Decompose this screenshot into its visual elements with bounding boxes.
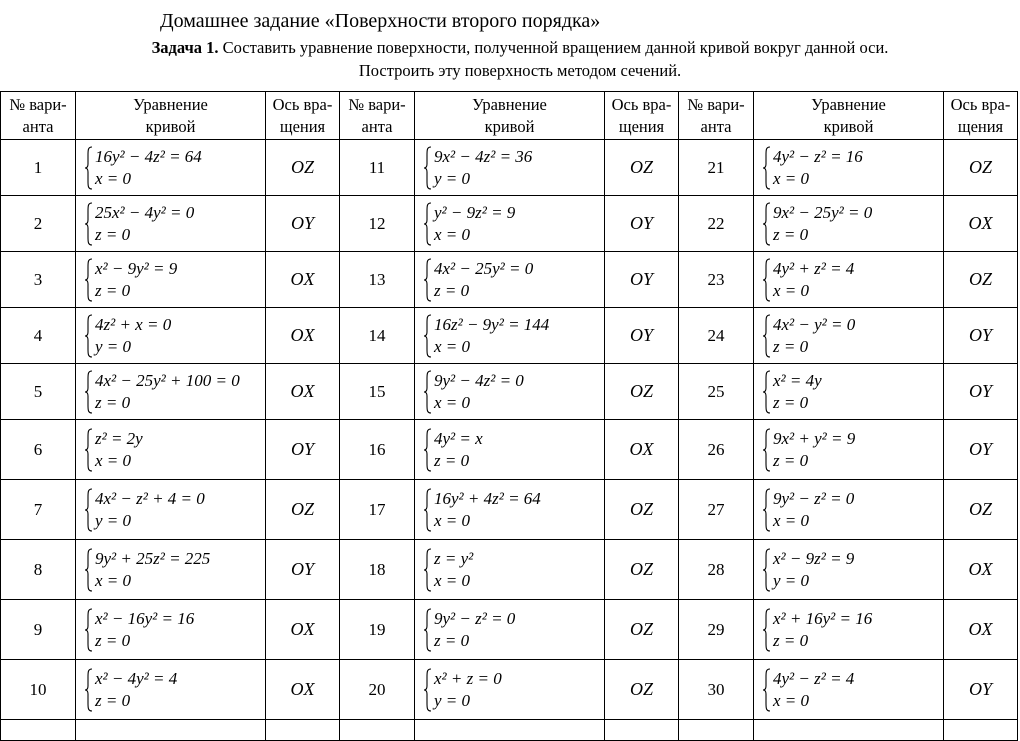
equation-line-1: y² − 9z² = 9	[434, 202, 516, 222]
variant-number: 30	[679, 660, 754, 720]
variant-number: 17	[340, 480, 415, 540]
rotation-axis: OY	[944, 660, 1018, 720]
rotation-axis: OY	[605, 252, 679, 308]
header-variant	[1, 92, 76, 140]
rotation-axis: OY	[266, 420, 340, 480]
brace-icon	[84, 668, 93, 712]
table-header-row	[1, 92, 1018, 140]
equation-line-2: x = 0	[773, 168, 810, 188]
equation-system	[423, 370, 604, 414]
curve-equation	[754, 600, 944, 660]
equation-lines	[773, 668, 854, 712]
equation-lines	[434, 548, 473, 592]
curve-equation	[754, 420, 944, 480]
rotation-axis: OY	[605, 308, 679, 364]
equation-line-2: z = 0	[95, 630, 131, 650]
variant-number: 11	[340, 140, 415, 196]
variant-number: 10	[1, 660, 76, 720]
equation-line-1: z² = 2y	[95, 428, 143, 448]
curve-equation	[415, 420, 605, 480]
equation-lines	[773, 608, 872, 652]
equation-lines	[434, 146, 532, 190]
equation-lines	[773, 488, 854, 532]
rotation-axis: OY	[944, 364, 1018, 420]
variant-number: 1	[1, 140, 76, 196]
equation-lines	[773, 314, 855, 358]
brace-icon	[423, 314, 432, 358]
equation-system	[762, 146, 943, 190]
header-variant-line-1: № вари-	[348, 94, 406, 114]
table-row	[1, 540, 1018, 600]
equation-line-1: 4y² − z² = 4	[773, 668, 855, 688]
rotation-axis: OZ	[266, 480, 340, 540]
equation-lines	[773, 202, 872, 246]
table-row	[1, 480, 1018, 540]
equation-system	[84, 370, 265, 414]
brace-icon	[84, 202, 93, 246]
brace-icon	[84, 258, 93, 302]
equation-system	[762, 608, 943, 652]
rotation-axis: OX	[266, 660, 340, 720]
curve-equation	[415, 364, 605, 420]
variants-table	[0, 91, 1018, 741]
rotation-axis: OZ	[266, 140, 340, 196]
equation-line-2: z = 0	[434, 280, 470, 300]
header-axis	[605, 92, 679, 140]
equation-line-2: x = 0	[434, 336, 471, 356]
header-axis-line-2: щения	[618, 116, 665, 136]
variant-number: 20	[340, 660, 415, 720]
brace-icon	[423, 428, 432, 472]
task-label: Задача 1.	[151, 38, 219, 57]
rotation-axis: OZ	[605, 540, 679, 600]
equation-system	[423, 258, 604, 302]
rotation-axis: OX	[944, 196, 1018, 252]
equation-system	[423, 146, 604, 190]
table-row	[1, 420, 1018, 480]
equation-lines	[773, 428, 855, 472]
equation-line-1: x² + 16y² = 16	[773, 608, 873, 628]
curve-equation	[76, 420, 266, 480]
equation-lines	[95, 608, 194, 652]
equation-line-1: 4x² − y² = 0	[773, 314, 856, 334]
equation-lines	[95, 668, 177, 712]
empty-cell	[944, 720, 1018, 741]
curve-equation	[754, 540, 944, 600]
table-row	[1, 600, 1018, 660]
equation-lines	[773, 370, 822, 414]
equation-lines	[95, 314, 171, 358]
header-axis-line-1: Ось вра-	[611, 94, 672, 114]
equation-line-1: 16z² − 9y² = 144	[434, 314, 550, 334]
rotation-axis: OX	[266, 600, 340, 660]
table-row	[1, 196, 1018, 252]
equation-line-1: x² − 4y² = 4	[95, 668, 178, 688]
equation-line-1: 16y² − 4z² = 64	[95, 146, 202, 166]
equation-line-2: z = 0	[773, 630, 809, 650]
brace-icon	[84, 608, 93, 652]
empty-cell	[1, 720, 76, 741]
equation-system	[84, 548, 265, 592]
equation-line-2: x = 0	[773, 510, 810, 530]
equation-line-1: 4x² − 25y² + 100 = 0	[95, 370, 240, 390]
empty-cell	[340, 720, 415, 741]
table-row	[1, 660, 1018, 720]
header-variant	[340, 92, 415, 140]
curve-equation	[76, 252, 266, 308]
curve-equation	[415, 308, 605, 364]
variant-number: 25	[679, 364, 754, 420]
equation-system	[762, 202, 943, 246]
equation-line-2: z = 0	[95, 690, 131, 710]
curve-equation	[415, 252, 605, 308]
equation-system	[762, 370, 943, 414]
equation-system	[423, 202, 604, 246]
header-equation-line-2: кривой	[823, 116, 874, 136]
equation-lines	[95, 428, 143, 472]
variant-number: 27	[679, 480, 754, 540]
empty-cell	[605, 720, 679, 741]
equation-system	[84, 146, 265, 190]
header-variant-line-2: анта	[361, 116, 393, 136]
equation-line-2: y = 0	[95, 510, 132, 530]
variant-number: 15	[340, 364, 415, 420]
empty-cell	[679, 720, 754, 741]
curve-equation	[76, 660, 266, 720]
header-variant	[679, 92, 754, 140]
empty-cell	[76, 720, 266, 741]
equation-line-1: 9x² − 25y² = 0	[773, 202, 873, 222]
header-variant-line-1: № вари-	[9, 94, 67, 114]
variants-table-body	[1, 92, 1018, 741]
curve-equation	[415, 600, 605, 660]
equation-line-2: y = 0	[434, 168, 471, 188]
header-variant-line-2: анта	[700, 116, 732, 136]
curve-equation	[76, 308, 266, 364]
rotation-axis: OZ	[605, 480, 679, 540]
variant-number: 19	[340, 600, 415, 660]
equation-system	[423, 548, 604, 592]
equation-line-1: 4y² = x	[434, 428, 483, 448]
curve-equation	[754, 140, 944, 196]
brace-icon	[423, 608, 432, 652]
equation-line-1: x² = 4y	[773, 370, 822, 390]
brace-icon	[84, 548, 93, 592]
brace-icon	[423, 370, 432, 414]
equation-line-1: 9x² − 4z² = 36	[434, 146, 533, 166]
equation-lines	[434, 258, 533, 302]
equation-line-2: z = 0	[773, 450, 809, 470]
equation-lines	[434, 202, 515, 246]
equation-lines	[773, 258, 854, 302]
equation-system	[423, 314, 604, 358]
equation-line-2: x = 0	[95, 168, 132, 188]
equation-lines	[95, 146, 202, 190]
curve-equation	[754, 364, 944, 420]
header-axis-line-1: Ось вра-	[950, 94, 1011, 114]
equation-system	[423, 488, 604, 532]
variant-number: 16	[340, 420, 415, 480]
brace-icon	[762, 668, 771, 712]
variant-number: 5	[1, 364, 76, 420]
equation-system	[84, 668, 265, 712]
equation-lines	[773, 146, 863, 190]
equation-lines	[434, 668, 502, 712]
table-row	[1, 364, 1018, 420]
equation-system	[762, 258, 943, 302]
empty-cell	[754, 720, 944, 741]
header-equation-line-1: Уравнение	[472, 94, 547, 114]
equation-line-2: z = 0	[434, 630, 470, 650]
equation-lines	[434, 488, 541, 532]
brace-icon	[762, 428, 771, 472]
rotation-axis: OY	[266, 196, 340, 252]
equation-line-1: x² − 9y² = 9	[95, 258, 178, 278]
equation-system	[84, 488, 265, 532]
task-statement-line-1	[20, 38, 1020, 58]
variant-number: 4	[1, 308, 76, 364]
brace-icon	[423, 488, 432, 532]
equation-line-2: y = 0	[95, 336, 132, 356]
brace-icon	[84, 314, 93, 358]
equation-lines	[95, 202, 194, 246]
equation-system	[84, 608, 265, 652]
brace-icon	[762, 314, 771, 358]
curve-equation	[415, 196, 605, 252]
table-row	[1, 308, 1018, 364]
header-equation	[415, 92, 605, 140]
brace-icon	[84, 428, 93, 472]
brace-icon	[423, 258, 432, 302]
equation-line-2: z = 0	[95, 280, 131, 300]
variant-number: 2	[1, 196, 76, 252]
rotation-axis: OZ	[944, 480, 1018, 540]
brace-icon	[423, 548, 432, 592]
header-equation-line-2: кривой	[145, 116, 196, 136]
equation-line-2: x = 0	[434, 392, 471, 412]
rotation-axis: OY	[944, 420, 1018, 480]
equation-line-2: x = 0	[95, 570, 132, 590]
equation-line-1: x² + z = 0	[434, 668, 502, 688]
variant-number: 6	[1, 420, 76, 480]
curve-equation	[754, 196, 944, 252]
equation-line-2: x = 0	[773, 280, 810, 300]
rotation-axis: OX	[944, 540, 1018, 600]
brace-icon	[423, 202, 432, 246]
equation-lines	[95, 370, 240, 414]
rotation-axis: OX	[266, 252, 340, 308]
equation-line-2: x = 0	[773, 690, 810, 710]
equation-system	[84, 428, 265, 472]
header-equation	[76, 92, 266, 140]
table-row-partial	[1, 720, 1018, 741]
rotation-axis: OX	[266, 308, 340, 364]
equation-line-1: z = y²	[434, 548, 474, 568]
variant-number: 21	[679, 140, 754, 196]
header-axis-line-2: щения	[279, 116, 326, 136]
curve-equation	[76, 600, 266, 660]
curve-equation	[415, 140, 605, 196]
brace-icon	[423, 668, 432, 712]
curve-equation	[754, 480, 944, 540]
curve-equation	[76, 540, 266, 600]
page-title: Домашнее задание «Поверхности второго порядка»	[160, 10, 601, 32]
rotation-axis: OZ	[605, 660, 679, 720]
brace-icon	[84, 488, 93, 532]
equation-lines	[773, 548, 854, 592]
equation-line-2: z = 0	[95, 392, 131, 412]
curve-equation	[76, 140, 266, 196]
rotation-axis: OZ	[605, 140, 679, 196]
equation-line-1: 9y² − 4z² = 0	[434, 370, 524, 390]
empty-cell	[415, 720, 605, 741]
variant-number: 28	[679, 540, 754, 600]
rotation-axis: OZ	[605, 600, 679, 660]
equation-lines	[434, 428, 483, 472]
equation-system	[762, 428, 943, 472]
equation-line-1: 9x² + y² = 9	[773, 428, 856, 448]
rotation-axis: OX	[605, 420, 679, 480]
equation-lines	[434, 608, 515, 652]
header-axis	[944, 92, 1018, 140]
variant-number: 8	[1, 540, 76, 600]
equation-line-1: 9y² + 25z² = 225	[95, 548, 211, 568]
equation-system	[762, 488, 943, 532]
curve-equation	[415, 540, 605, 600]
brace-icon	[84, 370, 93, 414]
variant-number: 29	[679, 600, 754, 660]
equation-lines	[95, 488, 205, 532]
variant-number: 22	[679, 196, 754, 252]
variant-number: 9	[1, 600, 76, 660]
variant-number: 24	[679, 308, 754, 364]
rotation-axis: OZ	[944, 140, 1018, 196]
equation-line-1: 4z² + x = 0	[95, 314, 172, 334]
curve-equation	[754, 252, 944, 308]
equation-line-1: 4y² + z² = 4	[773, 258, 855, 278]
equation-line-2: z = 0	[773, 392, 809, 412]
brace-icon	[762, 608, 771, 652]
equation-line-1: x² − 16y² = 16	[95, 608, 195, 628]
variant-number: 12	[340, 196, 415, 252]
equation-system	[84, 314, 265, 358]
equation-line-2: z = 0	[773, 336, 809, 356]
rotation-axis: OX	[944, 600, 1018, 660]
equation-system	[762, 314, 943, 358]
equation-lines	[95, 258, 177, 302]
equation-system	[423, 668, 604, 712]
curve-equation	[76, 196, 266, 252]
equation-line-1: 9y² − z² = 0	[434, 608, 516, 628]
brace-icon	[762, 202, 771, 246]
header-equation-line-1: Уравнение	[133, 94, 208, 114]
curve-equation	[415, 480, 605, 540]
rotation-axis: OZ	[944, 252, 1018, 308]
equation-lines	[95, 548, 210, 592]
header-equation	[754, 92, 944, 140]
curve-equation	[754, 660, 944, 720]
equation-line-2: x = 0	[434, 510, 471, 530]
header-variant-line-2: анта	[22, 116, 54, 136]
header-equation-line-1: Уравнение	[811, 94, 886, 114]
equation-line-2: x = 0	[95, 450, 132, 470]
brace-icon	[762, 548, 771, 592]
equation-system	[84, 258, 265, 302]
curve-equation	[754, 308, 944, 364]
header-equation-line-2: кривой	[484, 116, 535, 136]
equation-line-1: 25x² − 4y² = 0	[95, 202, 195, 222]
equation-line-1: x² − 9z² = 9	[773, 548, 855, 568]
brace-icon	[762, 146, 771, 190]
equation-line-1: 9y² − z² = 0	[773, 488, 855, 508]
equation-system	[423, 608, 604, 652]
brace-icon	[423, 146, 432, 190]
task-text-1: Составить уравнение поверхности, полученной вращением данной кривой вокруг данной оси.	[218, 38, 889, 57]
rotation-axis: OY	[266, 540, 340, 600]
equation-line-2: y = 0	[434, 690, 471, 710]
variant-number: 13	[340, 252, 415, 308]
variant-number: 14	[340, 308, 415, 364]
header-axis-line-1: Ось вра-	[272, 94, 333, 114]
variant-number: 23	[679, 252, 754, 308]
rotation-axis: OY	[944, 308, 1018, 364]
equation-line-1: 4y² − z² = 16	[773, 146, 863, 166]
rotation-axis: OZ	[605, 364, 679, 420]
variant-number: 18	[340, 540, 415, 600]
equation-line-1: 16y² + 4z² = 64	[434, 488, 541, 508]
equation-line-1: 4x² − 25y² = 0	[434, 258, 534, 278]
brace-icon	[762, 258, 771, 302]
equation-lines	[434, 370, 524, 414]
rotation-axis: OY	[605, 196, 679, 252]
header-axis-line-2: щения	[957, 116, 1004, 136]
table-row	[1, 140, 1018, 196]
brace-icon	[762, 370, 771, 414]
empty-cell	[266, 720, 340, 741]
rotation-axis: OX	[266, 364, 340, 420]
equation-lines	[434, 314, 549, 358]
equation-line-2: x = 0	[434, 570, 471, 590]
equation-system	[762, 668, 943, 712]
table-row	[1, 252, 1018, 308]
task-statement-line-2: Построить эту поверхность методом сечений.	[358, 61, 682, 80]
equation-line-2: z = 0	[773, 224, 809, 244]
equation-line-2: y = 0	[773, 570, 810, 590]
curve-equation	[76, 364, 266, 420]
variant-number: 7	[1, 480, 76, 540]
equation-system	[423, 428, 604, 472]
brace-icon	[762, 488, 771, 532]
equation-line-2: z = 0	[95, 224, 131, 244]
equation-system	[762, 548, 943, 592]
brace-icon	[84, 146, 93, 190]
curve-equation	[76, 480, 266, 540]
header-axis	[266, 92, 340, 140]
equation-line-2: z = 0	[434, 450, 470, 470]
equation-line-2: x = 0	[434, 224, 471, 244]
equation-system	[84, 202, 265, 246]
equation-line-1: 4x² − z² + 4 = 0	[95, 488, 205, 508]
curve-equation	[415, 660, 605, 720]
header-variant-line-1: № вари-	[687, 94, 745, 114]
variant-number: 26	[679, 420, 754, 480]
variant-number: 3	[1, 252, 76, 308]
